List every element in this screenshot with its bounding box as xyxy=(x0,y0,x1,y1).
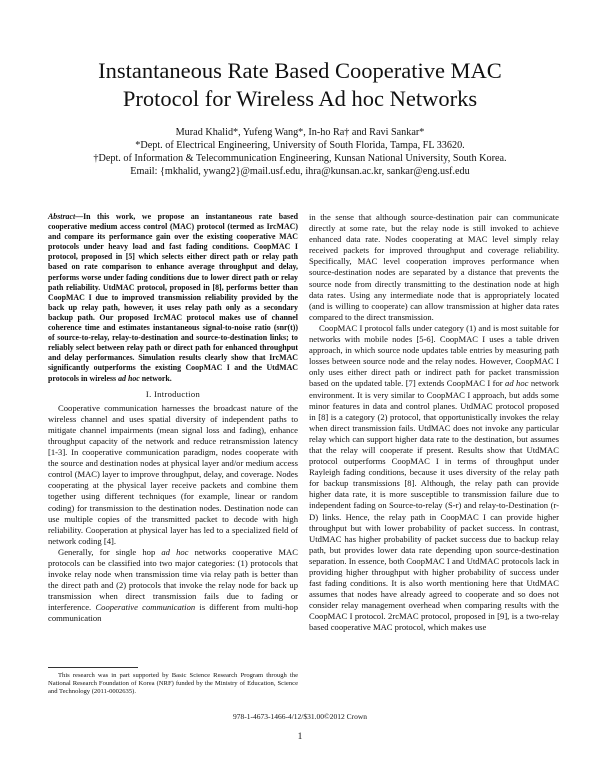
left-column xyxy=(48,212,298,625)
email-line: Email: {mkhalid, ywang2}@mail.usf.edu, ihra@kunsan.ac.kr, sankar@eng.usf.edu xyxy=(130,166,470,177)
affiliation-1: *Dept. of Electrical Engineering, University of South Florida, Tampa, FL 33620. xyxy=(135,140,465,151)
page-number: 1 xyxy=(297,732,303,742)
right-paragraph-2 xyxy=(309,323,559,634)
title-line-1: Instantaneous Rate Based Cooperative MAC xyxy=(98,58,502,83)
right-p2-end: network environment. It is very similar to CoopMAC I approach, but adds some minor features in data and control planes. UtdMAC protocol proposed in [8] is a category (2) protocol, that opportunistically invokes the relay when direct transmission fails. UtdMAC does not invoke any particular relay which can support higher data rate to the destination, but assumes that the relay will cooperate if present. Results show that UtdMAC protocol outperforms CoopMAC I in terms of throughput under Rayleigh fading conditions, because it uses diversity of the relay path for backup transmissions [8]. Although, the relay path can provide higher data rate, it is more susceptible to transmission failure due to independent fading on Source-to-relay (S-r) and relay-to-Destination (r-D) links. Hence, the relay path in CoopMAC I can provide higher throughput but with lower probability of packet success. In contrast, UtdMAC has higher probability of packet success due to backup relay path, but provides lower data rate depending upon source-destination separation. In essence, both CoopMAC I and UtdMAC protocols lack in providing higher throughput with higher probability of success under fast fading conditions. It is also worth mentioning here that UtdMAC assumes that nodes have already agreed to cooperate and so does not consider relay management overhead when comparing results with the CoopMAC I protocol. 2rcMAC protocol, proposed in [9], is a two-relay based cooperative MAC protocol, which makes use xyxy=(309,378,559,633)
abstract-label: Abstract xyxy=(48,212,76,221)
paper-title xyxy=(40,57,560,113)
intro-p2-em: ad hoc xyxy=(161,546,189,557)
abstract-text: —In this work, we propose an instantaneous rate based cooperative medium access control (MAC) protocol (termed as IrcMAC) and compare its performance gain over the existing cooperative MAC protocols under heavy load and fast fading conditions. CoopMAC I protocol, proposed in [5] which selects either direct path or relay path based on rate comparison to enhance average throughput and delay, performs worse under fading conditions due to lower direct path or relay path reliability. UtdMAC protocol, proposed in [8], performs better than CoopMAC I due to improved transmission reliability provided by the back up relay path, however, it uses relay path only as a secondary backup path. Our proposed IrcMAC protocol makes use of channel coherence time and estimates instantaneous signal-to-noise ratio (snr(t)) of source-to-relay, relay-to-destination and source-to-destination links; to reliably select between relay path or direct path for enhanced throughput and delay performances. Simulation results clearly show that IrcMAC significantly outperforms the existing CoopMAC I and the UtdMAC protocols in wireless xyxy=(48,212,298,383)
right-p2-start: CoopMAC I protocol falls under category (1) and is most suitable for networks with mobile nodes [5-6]. CoopMAC I uses a table driven approach, in which source node updates table entries by measuring path losses between source node and the relay nodes. However, CoopMAC I only uses either direct path or indirect path for packet transmission based on the updated table. [7] extends CoopMAC I for xyxy=(309,322,559,389)
section-heading-introduction: I. Introduction xyxy=(145,388,201,399)
intro-paragraph-2 xyxy=(48,547,298,625)
title-line-2: Protocol for Wireless Ad hoc Networks xyxy=(122,86,478,111)
intro-p2-mid: networks cooperative MAC protocols can be classified into two major categories: (1) protocols that invoke relay node when transmission time via relay path is better than the direct path and (2) protocols that invoke the relay node for back up transmission when direct transmission fails due to fading or interference. xyxy=(48,546,298,613)
right-p2-em: ad hoc xyxy=(505,378,529,389)
intro-p2-start: Generally, for single hop xyxy=(58,546,162,557)
intro-paragraph-1: Cooperative communication harnesses the broadcast nature of the wireless channel and uses spatial diversity of independent paths to mitigate channel impairments (mean signal loss and fading), enhance throughput capacity of the network and reduce retransmission latency [1-3]. In cooperative communication paradigm, nodes cooperate with the source and destination nodes at physical layer and/or medium access control (MAC) layer to improve throughput, delay, and coverage. Nodes cooperating at the physical layer receive packets and combine them together using different techniques (for example, linear or random coding) for transmission to the destination nodes. Destination node can use multiple copies of the transmitted packet to decode with high reliability. Cooperation at physical layer has led to a specialized field of network coding [4]. xyxy=(48,402,298,546)
author-block xyxy=(40,126,560,178)
abstract xyxy=(48,212,298,384)
affiliation-2: †Dept. of Information & Telecommunication Engineering, Kunsan National University, South Korea. xyxy=(93,153,507,164)
abstract-tail: network. xyxy=(139,373,172,383)
footnote-rule xyxy=(48,667,138,668)
isbn-line: 978-1-4673-1466-4/12/$31.00©2012 Crown xyxy=(232,712,368,721)
right-paragraph-1: in the sense that although source-destination pair can communicate directly at some rate, but the relay node is still invoked to achieve enhanced data rate. Nodes cooperating at MAC level simply relay received packets for improved throughput and coverage reliability. Specifically, MAC level cooperation improves performance when source-destination nodes are separated by a distance that prevents the source node from directly transmitting to the destination node at high data rates. Using any intermediate node that is appropriately located (and is willing to cooperate) can allow transmission at higher data rates compared to the direct transmission. xyxy=(309,212,559,322)
abstract-tail-em: ad hoc xyxy=(118,373,140,383)
footnote: This research was in part supported by Basic Science Research Program through the National Research Foundation of Korea (NRF) funded by the Ministry of Education, Science and Technology (2011-0002635). xyxy=(48,672,298,696)
intro-p2-em2: Cooperative communication xyxy=(95,602,196,613)
right-column xyxy=(309,212,559,634)
intro-p2-end: is different from multi-hop communication xyxy=(48,602,298,624)
authors: Murad Khalid*, Yufeng Wang*, In-ho Ra† and Ravi Sankar* xyxy=(175,127,425,138)
